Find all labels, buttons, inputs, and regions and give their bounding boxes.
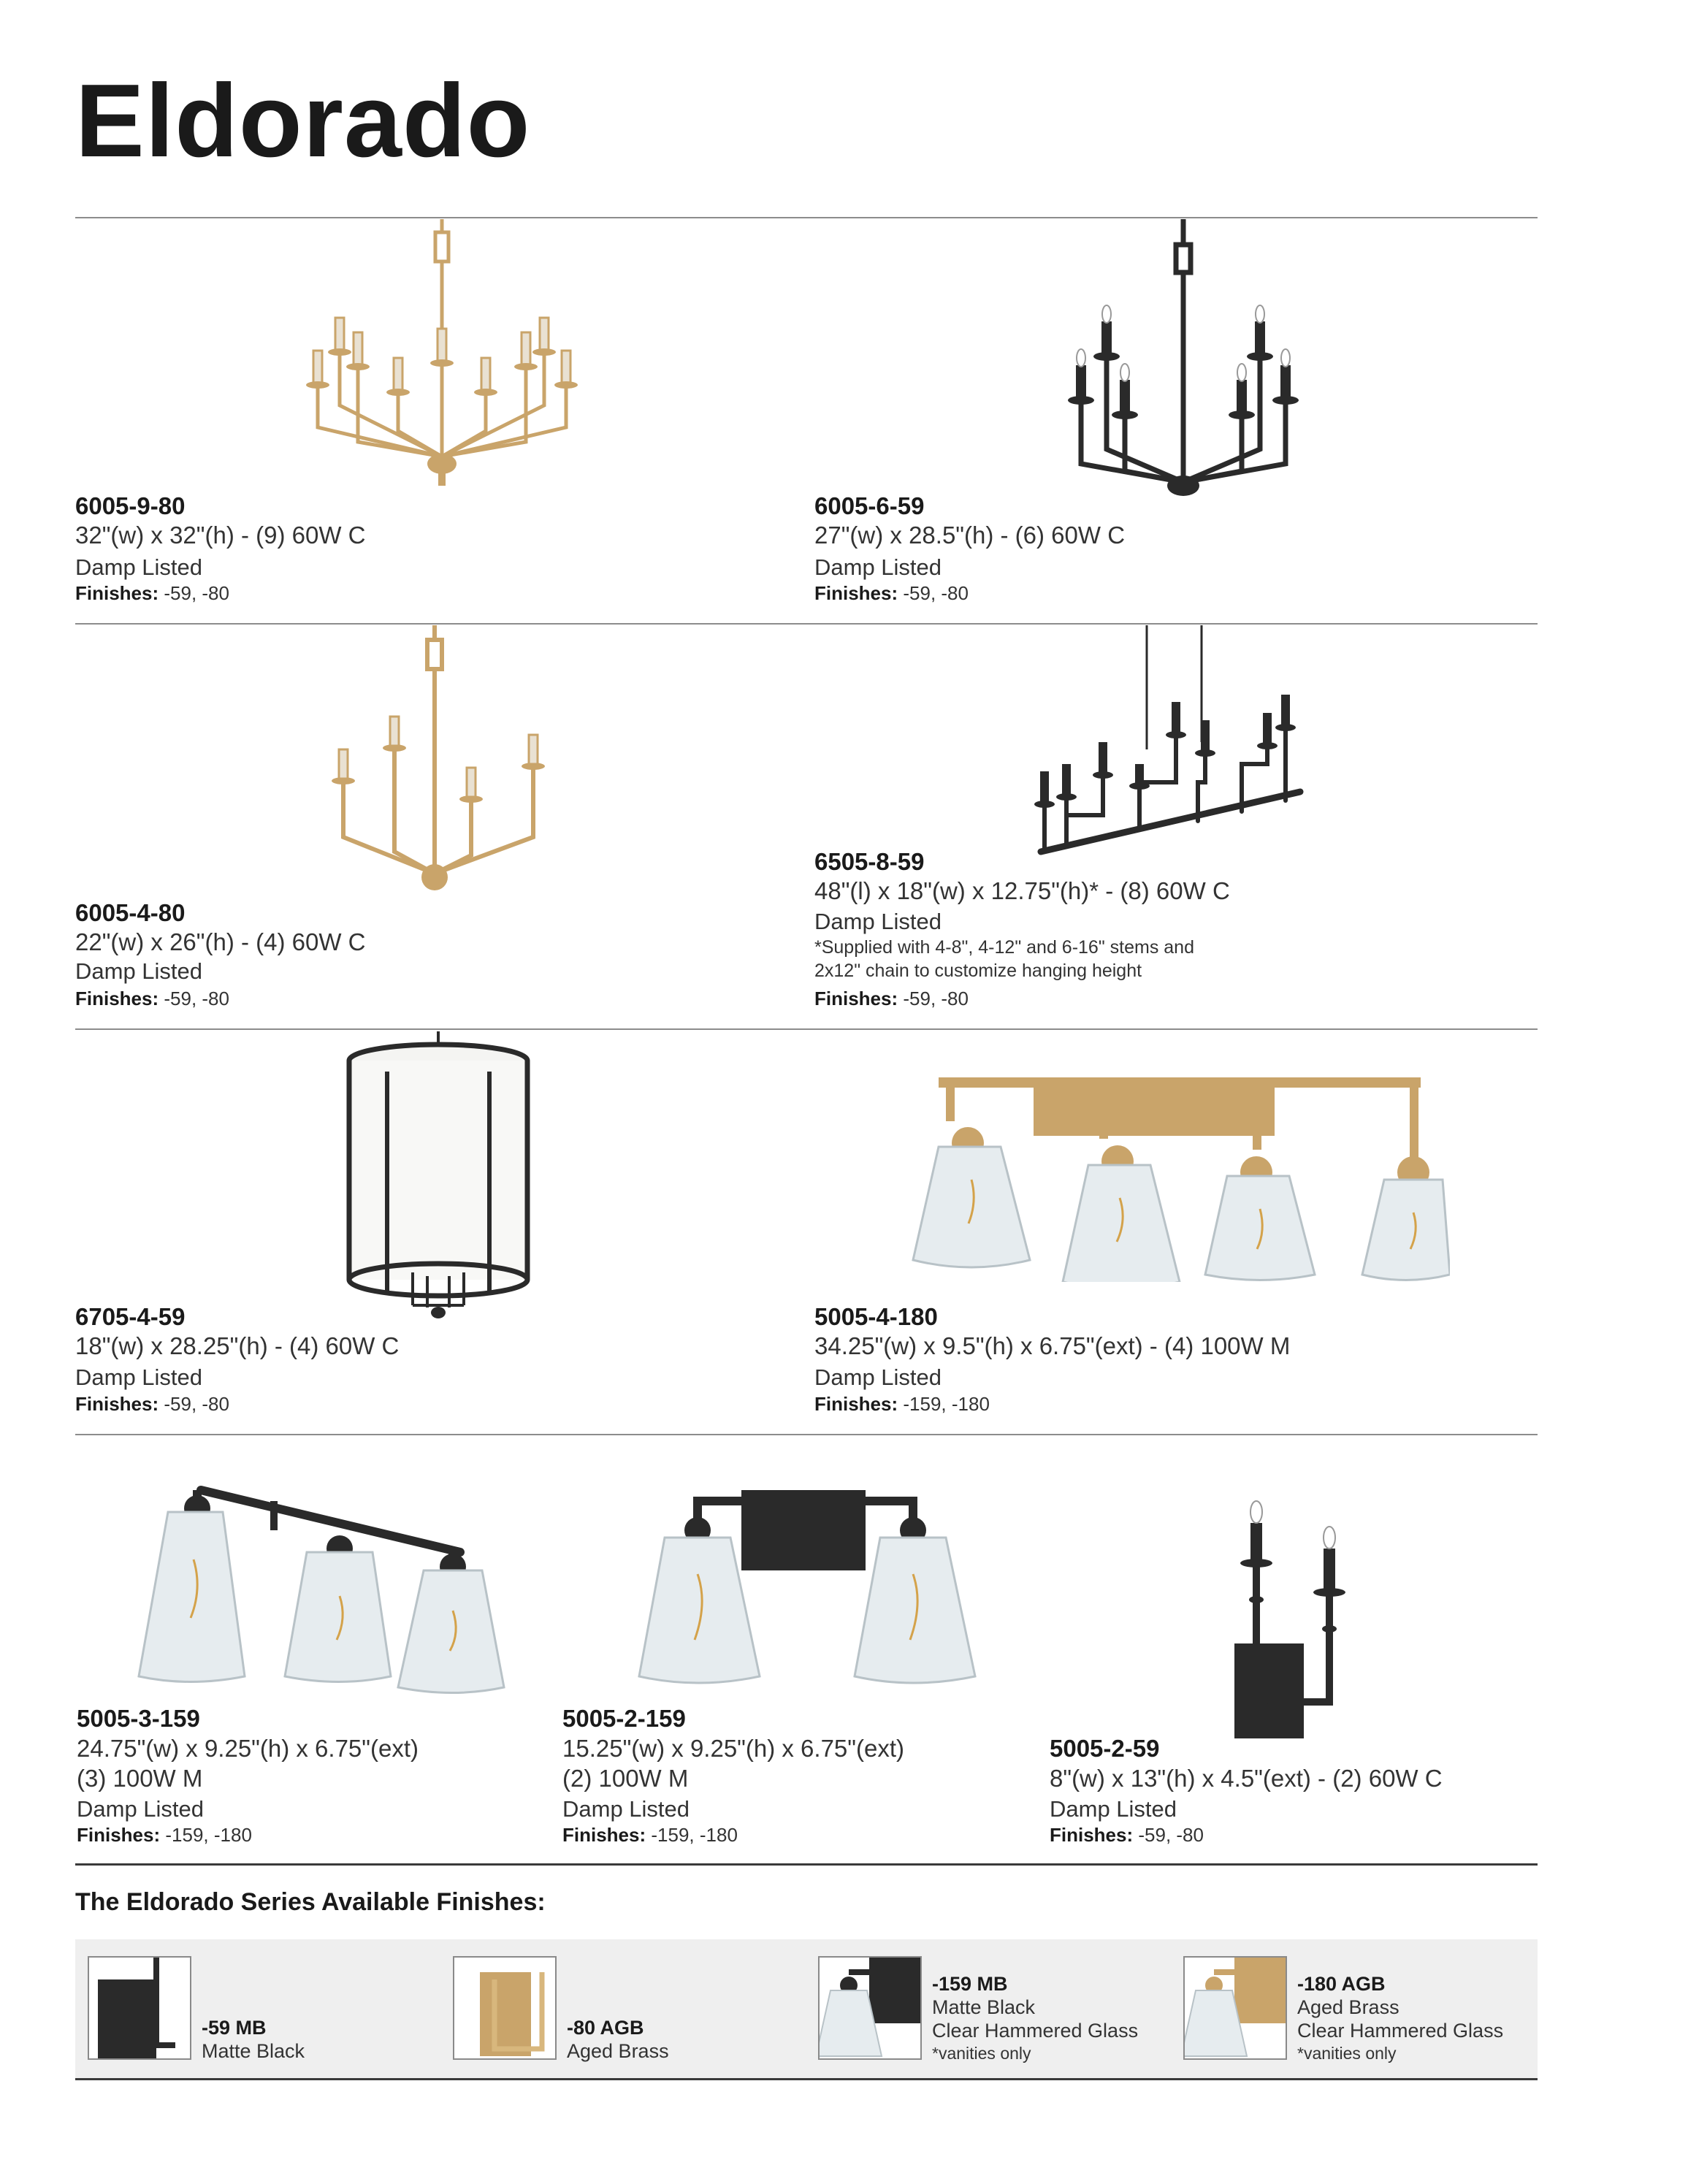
product-finishes: Finishes: -59, -80 <box>814 582 969 604</box>
finish-name: Aged Brass <box>567 2040 669 2062</box>
damp-listed: Damp Listed <box>75 1364 203 1390</box>
product-model: 6005-9-80 <box>75 492 186 519</box>
damp-listed: Damp Listed <box>1050 1796 1177 1822</box>
finish-name: Matte Black <box>202 2040 305 2062</box>
finish-swatch-aged-brass <box>453 1956 557 2060</box>
page-title: Eldorado <box>75 63 531 179</box>
product-model: 6505-8-59 <box>814 848 925 875</box>
finish-swatch-matte-black-glass <box>818 1956 922 2060</box>
damp-listed: Damp Listed <box>814 554 942 580</box>
damp-listed: Damp Listed <box>562 1796 690 1822</box>
product-dimensions: 18"(w) x 28.25"(h) - (4) 60W C <box>75 1332 400 1359</box>
damp-listed: Damp Listed <box>75 958 203 984</box>
chandelier-9-light-brass-image <box>289 219 595 511</box>
product-model: 5005-2-159 <box>562 1705 686 1732</box>
product-dimensions: 34.25"(w) x 9.5"(h) x 6.75"(ext) - (4) 100W M <box>814 1332 1291 1359</box>
divider <box>75 623 1538 625</box>
product-dimensions: (2) 100W M <box>562 1765 689 1792</box>
finish-code: -80 AGB <box>567 2017 644 2039</box>
finish-code: -159 MB <box>932 1973 1008 1995</box>
drum-pendant-image <box>343 1031 533 1324</box>
product-model: 6705-4-59 <box>75 1303 186 1330</box>
product-model: 5005-4-180 <box>814 1303 938 1330</box>
damp-listed: Damp Listed <box>814 1364 942 1390</box>
finish-swatch-aged-brass-glass <box>1183 1956 1287 2060</box>
damp-listed: Damp Listed <box>75 554 203 580</box>
finish-glass: Clear Hammered Glass <box>932 2020 1139 2042</box>
product-dimensions: 48"(l) x 18"(w) x 12.75"(h)* - (8) 60W C <box>814 877 1230 904</box>
finish-swatch-matte-black <box>88 1956 191 2060</box>
product-model: 6005-4-80 <box>75 899 186 926</box>
product-dimensions: 8"(w) x 13"(h) x 4.5"(ext) - (2) 60W C <box>1050 1765 1443 1792</box>
vanity-4-light-brass-image <box>909 1063 1450 1282</box>
product-dimensions: 24.75"(w) x 9.25"(h) x 6.75"(ext) <box>77 1735 419 1762</box>
product-dimensions: 27"(w) x 28.5"(h) - (6) 60W C <box>814 522 1126 549</box>
finish-note: *vanities only <box>932 2044 1031 2063</box>
vanity-3-light-black-image <box>131 1479 511 1698</box>
finish-code: -59 MB <box>202 2017 267 2039</box>
product-dimensions: 22"(w) x 26"(h) - (4) 60W C <box>75 928 366 955</box>
divider <box>75 1028 1538 1030</box>
product-finishes: Finishes: -59, -80 <box>75 1393 229 1415</box>
finish-code: -180 AGB <box>1297 1973 1386 1995</box>
divider <box>75 2078 1538 2080</box>
divider <box>75 1863 1538 1866</box>
divider <box>75 217 1538 218</box>
product-note: 2x12" chain to customize hanging height <box>814 961 1142 981</box>
product-finishes: Finishes: -159, -180 <box>77 1824 252 1846</box>
product-dimensions: (3) 100W M <box>77 1765 203 1792</box>
product-finishes: Finishes: -159, -180 <box>562 1824 738 1846</box>
product-finishes: Finishes: -59, -80 <box>1050 1824 1204 1846</box>
product-model: 5005-2-59 <box>1050 1735 1160 1762</box>
damp-listed: Damp Listed <box>814 909 942 934</box>
finish-name: Aged Brass <box>1297 1996 1399 2018</box>
finish-name: Matte Black <box>932 1996 1036 2018</box>
damp-listed: Damp Listed <box>77 1796 205 1822</box>
finish-glass: Clear Hammered Glass <box>1297 2020 1504 2042</box>
vanity-2-light-black-image <box>635 1486 979 1691</box>
product-finishes: Finishes: -159, -180 <box>814 1393 990 1415</box>
product-finishes: Finishes: -59, -80 <box>75 582 229 604</box>
divider <box>75 1434 1538 1435</box>
product-dimensions: 32"(w) x 32"(h) - (9) 60W C <box>75 522 366 549</box>
finishes-section-title: The Eldorado Series Available Finishes: <box>75 1888 546 1916</box>
product-dimensions: 15.25"(w) x 9.25"(h) x 6.75"(ext) <box>562 1735 904 1762</box>
wall-sconce-2-light-black-image <box>1227 1490 1373 1746</box>
product-note: *Supplied with 4-8", 4-12" and 6-16" stems and <box>814 937 1194 958</box>
product-finishes: Finishes: -59, -80 <box>75 988 229 1009</box>
chandelier-6-light-black-image <box>1037 219 1329 511</box>
chandelier-4-light-brass-image <box>318 625 559 910</box>
finish-note: *vanities only <box>1297 2044 1397 2063</box>
linear-chandelier-8-light-black-image <box>1030 625 1322 859</box>
product-model: 6005-6-59 <box>814 492 925 519</box>
product-model: 5005-3-159 <box>77 1705 200 1732</box>
product-finishes: Finishes: -59, -80 <box>814 988 969 1009</box>
